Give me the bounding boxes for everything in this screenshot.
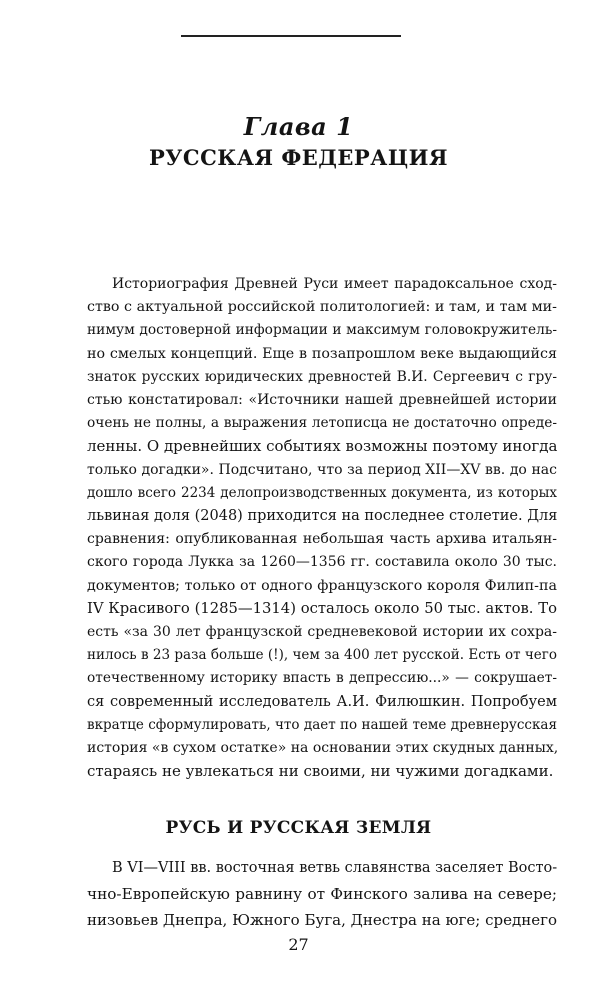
- text-line: отечественному историку впасть в депрессию...» — сокрушает-: [87, 670, 557, 687]
- text-line: знаток русских юридических древностей В.И. Сергеевич с гру-: [87, 368, 557, 385]
- text-line: ся современный исследователь А.И. Филюшкин. Попробуем: [87, 693, 557, 710]
- text-line: IV Красивого (1285—1314) осталось около 50 тыс. актов. То: [87, 599, 557, 617]
- text-line: чно-Европейскую равнину от Финского залива на севере;: [87, 885, 557, 903]
- text-line: вкратце сформулировать, что дает по нашей теме древнерусская: [87, 716, 557, 733]
- text-line: В VI—VIII вв. восточная ветвь славянства заселяет Восто-: [112, 860, 558, 876]
- text-line: только догадки». Подсчитано, что за период XII—XV вв. до нас: [87, 461, 557, 478]
- page-number: 27: [288, 935, 309, 954]
- text-line: стараясь не увлекаться ни своими, ни чужими догадками.: [87, 762, 554, 781]
- text-line: дошло всего 2234 делопроизводственных документа, из которых: [87, 484, 557, 501]
- text-line: история «в сухом остатке» на основании этих скудных данных,: [87, 740, 559, 756]
- chapter-number: Глава 1: [243, 112, 354, 141]
- text-line: есть «за 30 лет французской средневековой истории их сохра-: [87, 624, 557, 640]
- text-line: стью констатировал: «Источники нашей древнейшей истории: [87, 392, 557, 408]
- text-line: нилось в 23 раза больше (!), чем за 400 лет русской. Есть от чего: [87, 647, 557, 664]
- text-line: ство с актуальной российской политологией: и там, и там ми-: [87, 299, 557, 316]
- text-line: ленны. О древнейших событиях возможны поэтому иногда: [87, 437, 558, 456]
- text-line: Историография Древней Руси имеет парадоксальное сход-: [112, 276, 557, 292]
- top-rule: [181, 35, 401, 37]
- text-line: нимум достоверной информации и максимум головокружитель-: [87, 322, 557, 339]
- text-line: документов; только от одного французского короля Филип-па: [87, 577, 557, 594]
- text-line: сравнения: опубликованная небольшая часть архива итальян-: [87, 531, 557, 548]
- section-heading: РУСЬ И РУССКАЯ ЗЕМЛЯ: [165, 818, 432, 838]
- text-line: ского города Лукка за 1260—1356 гг. составила около 30 тыс.: [87, 554, 557, 571]
- text-line: низовьев Днепра, Южного Буга, Днестра на юге; среднего: [87, 911, 557, 929]
- text-line: львиная доля (2048) приходится на последнее столетие. Для: [87, 508, 558, 524]
- text-line: очень не полны, а выражения летописца не достаточно опреде-: [87, 415, 557, 432]
- chapter-title: РУССКАЯ ФЕДЕРАЦИЯ: [149, 145, 448, 170]
- text-line: но смелых концепций. Еще в позапрошлом веке выдающийся: [87, 345, 557, 362]
